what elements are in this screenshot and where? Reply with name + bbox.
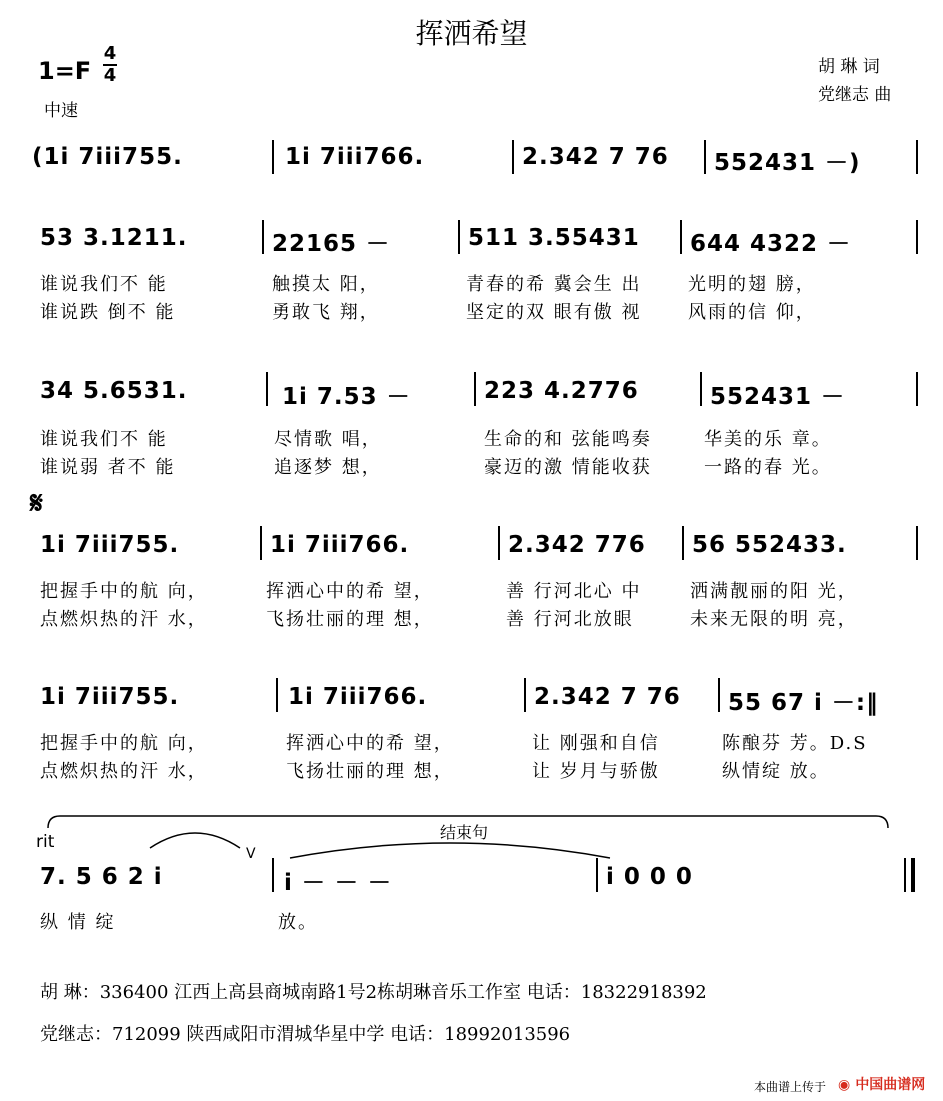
lyric-line-2a-1: 谁说我们不 能 [40, 274, 168, 295]
barline [904, 858, 906, 892]
rit-marking: rit [36, 832, 55, 852]
final-barline [911, 858, 915, 892]
time-signature-bottom: 4 [103, 65, 117, 86]
contact-composer: 党继志：712099 陕西咸阳市渭城华星中学 电话：18992013596 [40, 1024, 571, 1045]
lyric-line-2b-2: 勇敢飞 翔， [272, 302, 380, 323]
lyric-line-3a-4: 华美的乐 章。 [704, 429, 832, 450]
lyric-line-6-2: 放。 [278, 912, 318, 933]
lyric-line-5a-4: 陈酿芬 芳。D.S [722, 733, 868, 754]
lyric-line-4a-1: 把握手中的航 向， [40, 581, 208, 602]
lyric-line-3b-4: 一路的春 光。 [704, 457, 832, 478]
lyric-line-5b-2: 飞扬壮丽的理 想， [286, 761, 454, 782]
lyric-line-2b-3: 坚定的双 眼有傲 视 [466, 302, 642, 323]
lyric-line-3a-2: 尽情歌 唱， [274, 429, 382, 450]
lyric-line-5a-1: 把握手中的航 向， [40, 733, 208, 754]
contact-lyricist: 胡 琳：336400 江西上高县商城南路1号2栋胡琳音乐工作室 电话：18322918392 [40, 982, 707, 1003]
lyric-line-3b-2: 追逐梦 想， [274, 457, 382, 478]
lyric-line-5a-2: 挥洒心中的希 望， [286, 733, 454, 754]
measure-3-3: 223 4.2776 [484, 378, 639, 404]
lyric-line-2b-1: 谁说跌 倒不 能 [40, 302, 176, 323]
lyric-line-4b-4: 未来无限的明 亮， [690, 609, 858, 630]
measure-6-2: i － － － [284, 870, 392, 896]
breath-mark: V [246, 846, 256, 862]
measure-5-1: 1i 7iii755. [40, 684, 180, 710]
barline [596, 858, 598, 892]
measure-1-3: 2.342 7 76 [522, 144, 669, 170]
lyric-line-3b-3: 豪迈的激 情能收获 [484, 457, 652, 478]
measure-2-4: 644 4322 － [690, 231, 852, 257]
lyric-line-5b-4: 纵情绽 放。 [722, 761, 830, 782]
site-name: 中国曲谱网 [855, 1077, 926, 1093]
lyric-line-4a-3: 善 行河北心 中 [506, 581, 642, 602]
key-signature: 1=F [38, 57, 92, 85]
measure-5-3: 2.342 7 76 [534, 684, 681, 710]
measure-4-4: 56 552433. [692, 532, 847, 558]
measure-1-2: 1i 7iii766. [285, 144, 425, 170]
lyric-line-4b-1: 点燃炽热的汗 水， [40, 609, 208, 630]
lyric-line-6-1: 纵 情 绽 [40, 912, 116, 933]
footer-uploaded-text: 本曲谱上传于 [754, 1080, 827, 1094]
footer-site-logo[interactable] [838, 1074, 925, 1094]
lyric-line-5b-1: 点燃炽热的汗 水， [40, 761, 208, 782]
lyric-line-2a-3: 青春的希 冀会生 出 [466, 274, 642, 295]
tempo-marking: 中速 [44, 101, 78, 121]
composer-credit: 党继志 曲 [818, 85, 892, 105]
measure-1-1: (1i 7iii755. [32, 144, 183, 170]
measure-4-1: 1i 7iii755. [40, 532, 180, 558]
site-logo-icon: ◉ [838, 1077, 851, 1093]
lyric-line-5b-3: 让 岁月与骄傲 [532, 761, 660, 782]
measure-4-2: 1i 7iii766. [270, 532, 410, 558]
measure-2-3: 511 3.55431 [468, 225, 640, 251]
lyric-line-2a-4: 光明的翅 膀， [688, 274, 816, 295]
ending-label: 结束句 [440, 823, 489, 842]
lyric-line-2a-2: 触摸太 阳， [272, 274, 380, 295]
lyricist-credit: 胡 琳 词 [818, 57, 880, 77]
measure-2-2: 22165 － [272, 231, 391, 257]
lyric-line-3a-1: 谁说我们不 能 [40, 429, 168, 450]
measure-3-2: 1i 7.53 － [282, 384, 411, 410]
page-title: 挥洒希望 [415, 17, 528, 50]
lyric-line-5a-3: 让 刚强和自信 [532, 733, 660, 754]
lyric-line-4a-2: 挥洒心中的希 望， [266, 581, 434, 602]
lyric-line-3b-1: 谁说弱 者不 能 [40, 457, 176, 478]
lyric-line-4b-2: 飞扬壮丽的理 想， [266, 609, 434, 630]
measure-6-1: 7. 5 6 2 i [40, 864, 163, 890]
measure-3-1: 34 5.6531. [40, 378, 188, 404]
lyric-line-3a-3: 生命的和 弦能鸣奏 [484, 429, 652, 450]
lyric-line-2b-4: 风雨的信 仰， [688, 302, 816, 323]
measure-5-4: 55 67 i －:‖ [728, 690, 879, 716]
lyric-line-4b-3: 善 行河北放眼 [506, 609, 634, 630]
measure-6-3: i 0 0 0 [606, 864, 693, 890]
measure-2-1: 53 3.1211. [40, 225, 188, 251]
measure-4-3: 2.342 776 [508, 532, 646, 558]
measure-1-4: 552431 －) [714, 150, 861, 176]
lyric-line-4a-4: 洒满靓丽的阳 光， [690, 581, 858, 602]
barline [272, 858, 274, 892]
measure-3-4: 552431 － [710, 384, 846, 410]
measure-5-2: 1i 7iii766. [288, 684, 428, 710]
segno-sign: 𝄋 [30, 486, 43, 521]
time-signature-top: 4 [103, 43, 117, 64]
